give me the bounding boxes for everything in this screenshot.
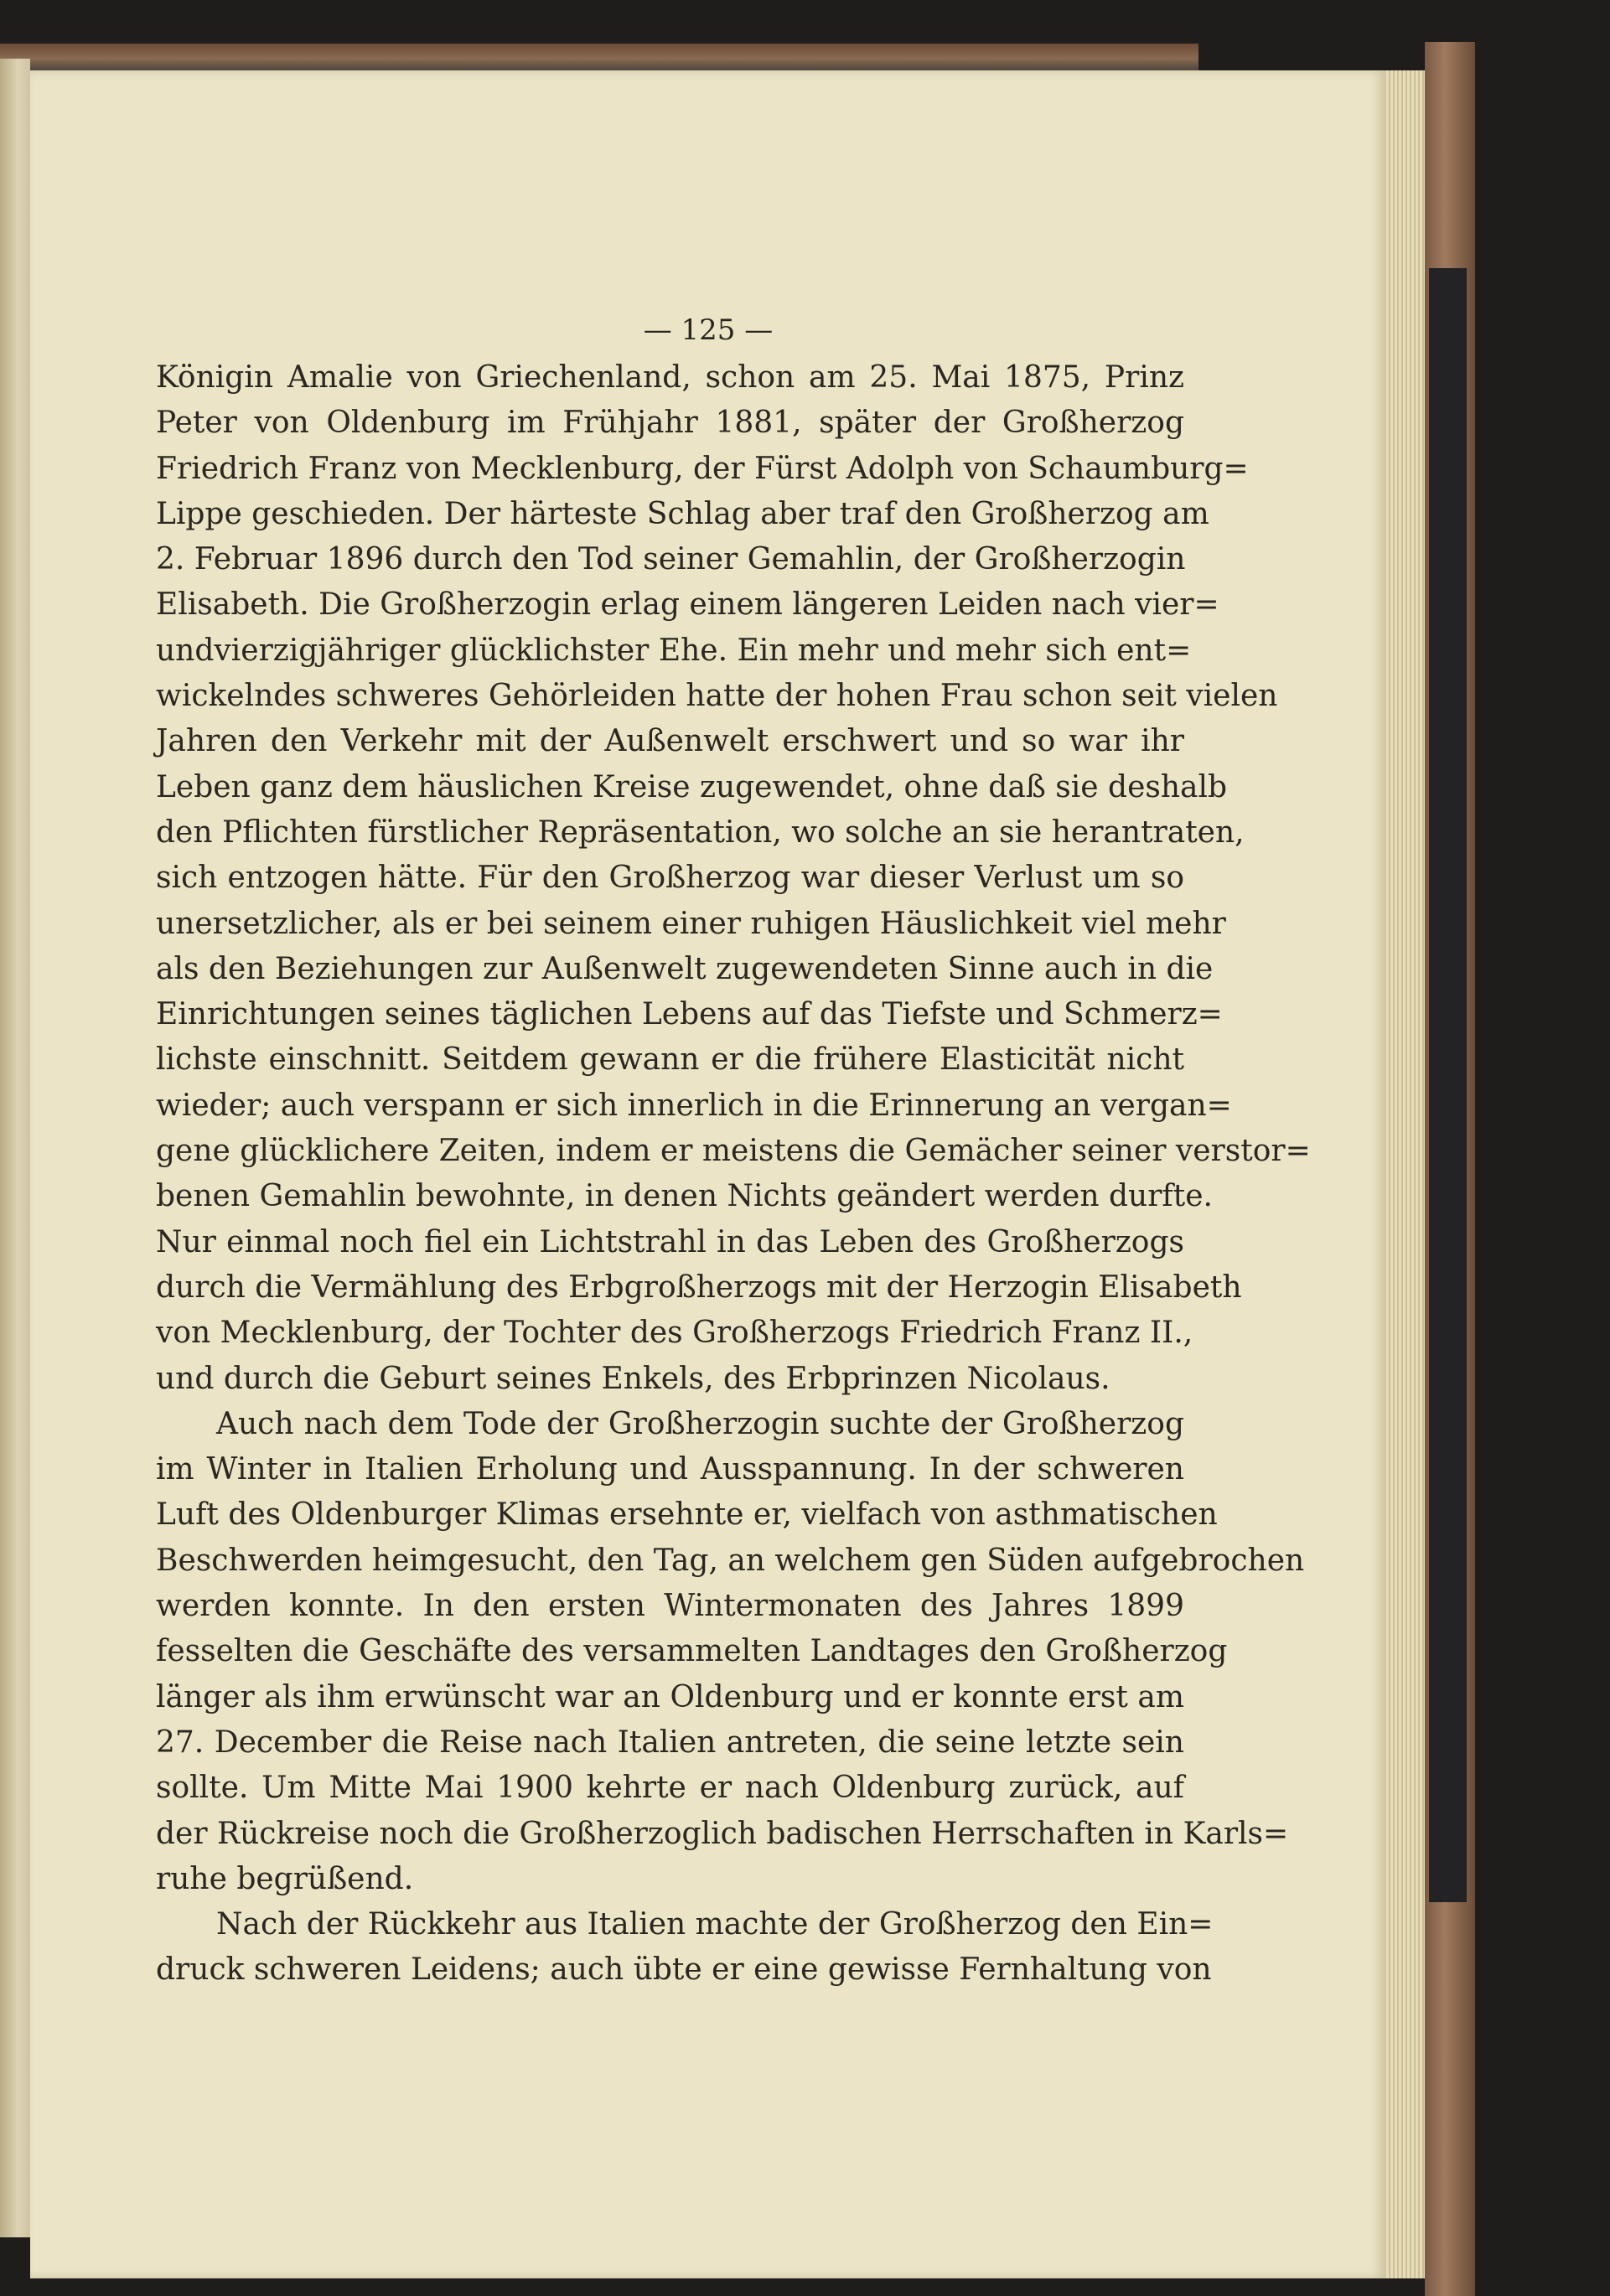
- text-line: länger als ihm erwünscht war an Oldenburg und er konnte erst am: [156, 1679, 1184, 1714]
- text-line: fesselten die Geschäfte des versammelten Landtages den Großherzog: [156, 1634, 1228, 1669]
- text-line: Jahren den Verkehr mit der Außenwelt erschwert und so war ihr: [156, 724, 1184, 759]
- text-line: Luft des Oldenburger Klimas ersehnte er, vielfach von asthmatischen: [156, 1497, 1218, 1533]
- text-line: Nach der Rückkehr aus Italien machte der Großherzog den Ein=: [216, 1907, 1214, 1942]
- text-line: benen Gemahlin bewohnte, in denen Nichts geändert werden durfte.: [156, 1179, 1213, 1214]
- text-line: undvierzigjähriger glücklichster Ehe. Ein mehr und mehr sich ent=: [156, 633, 1192, 668]
- body-text: [156, 355, 1311, 1993]
- text-line: 27. December die Reise nach Italien antreten, die seine letzte sein: [156, 1725, 1184, 1760]
- book-top-edge: [0, 44, 1198, 74]
- text-line: Auch nach dem Tode der Großherzogin suchte der Großherzog: [216, 1406, 1184, 1441]
- text-line: Leben ganz dem häuslichen Kreise zugewendet, ohne daß sie deshalb: [156, 769, 1228, 804]
- text-line: von Mecklenburg, der Tochter des Großherzogs Friedrich Franz II.,: [156, 1316, 1193, 1351]
- text-line: ruhe begrüßend.: [156, 1861, 414, 1896]
- text-line: lichste einschnitt. Seitdem gewann er die frühere Elasticität nicht: [156, 1042, 1184, 1078]
- text-line: unersetzlicher, als er bei seinem einer ruhigen Häuslichkeit viel mehr: [156, 906, 1226, 941]
- text-line: wieder; auch verspann er sich innerlich in die Erinnerung an vergan=: [156, 1088, 1232, 1123]
- text-line: durch die Vermählung des Erbgroßherzogs mit der Herzogin Elisabeth: [156, 1270, 1242, 1305]
- text-line: Elisabeth. Die Großherzogin erlag einem längeren Leiden nach vier=: [156, 587, 1219, 623]
- facing-page-edge: [0, 59, 30, 2237]
- text-line: druck schweren Leidens; auch übte er eine gewisse Fernhaltung von: [156, 1952, 1212, 1988]
- text-line: sich entzogen hätte. Für den Großherzog war dieser Verlust um so: [156, 861, 1184, 896]
- page-number: — 125 —: [643, 313, 774, 347]
- book-page: [30, 70, 1386, 2278]
- text-line: Nur einmal noch fiel ein Lichtstrahl in das Leben des Großherzogs: [156, 1224, 1184, 1259]
- text-line: sollte. Um Mitte Mai 1900 kehrte er nach Oldenburg zurück, auf: [156, 1771, 1184, 1806]
- text-line: Lippe geschieden. Der härteste Schlag aber traf den Großherzog am: [156, 496, 1209, 531]
- text-line: Peter von Oldenburg im Frühjahr 1881, später der Großherzog: [156, 406, 1184, 441]
- text-line: im Winter in Italien Erholung und Ausspannung. In der schweren: [156, 1452, 1184, 1487]
- text-line: den Pflichten fürstlicher Repräsentation, wo solche an sie herantraten,: [156, 814, 1245, 850]
- text-line: Beschwerden heimgesucht, den Tag, an welchem gen Süden aufgebrochen: [156, 1543, 1305, 1578]
- text-line: Friedrich Franz von Mecklenburg, der Fürst Adolph von Schaumburg=: [156, 451, 1249, 486]
- text-line: werden konnte. In den ersten Wintermonaten des Jahres 1899: [156, 1589, 1184, 1624]
- text-line: 2. Februar 1896 durch den Tod seiner Gemahlin, der Großherzogin: [156, 542, 1186, 577]
- text-line: wickelndes schweres Gehörleiden hatte der hohen Frau schon seit vielen: [156, 679, 1278, 714]
- text-line: der Rückreise noch die Großherzoglich badischen Herrschaften in Karls=: [156, 1816, 1289, 1851]
- book-cover-band: [1429, 268, 1467, 1902]
- text-line: gene glücklichere Zeiten, indem er meistens die Gemächer seiner verstor=: [156, 1134, 1311, 1169]
- text-line: als den Beziehungen zur Außenwelt zugewendeten Sinne auch in die: [156, 951, 1214, 986]
- text-line: und durch die Geburt seines Enkels, des Erbprinzen Nicolaus.: [156, 1361, 1110, 1396]
- text-line: Königin Amalie von Griechenland, schon am 25. Mai 1875, Prinz: [156, 360, 1184, 395]
- page-stack-edges: [1386, 70, 1425, 2278]
- text-line: Einrichtungen seines täglichen Lebens auf das Tiefste und Schmerz=: [156, 997, 1223, 1032]
